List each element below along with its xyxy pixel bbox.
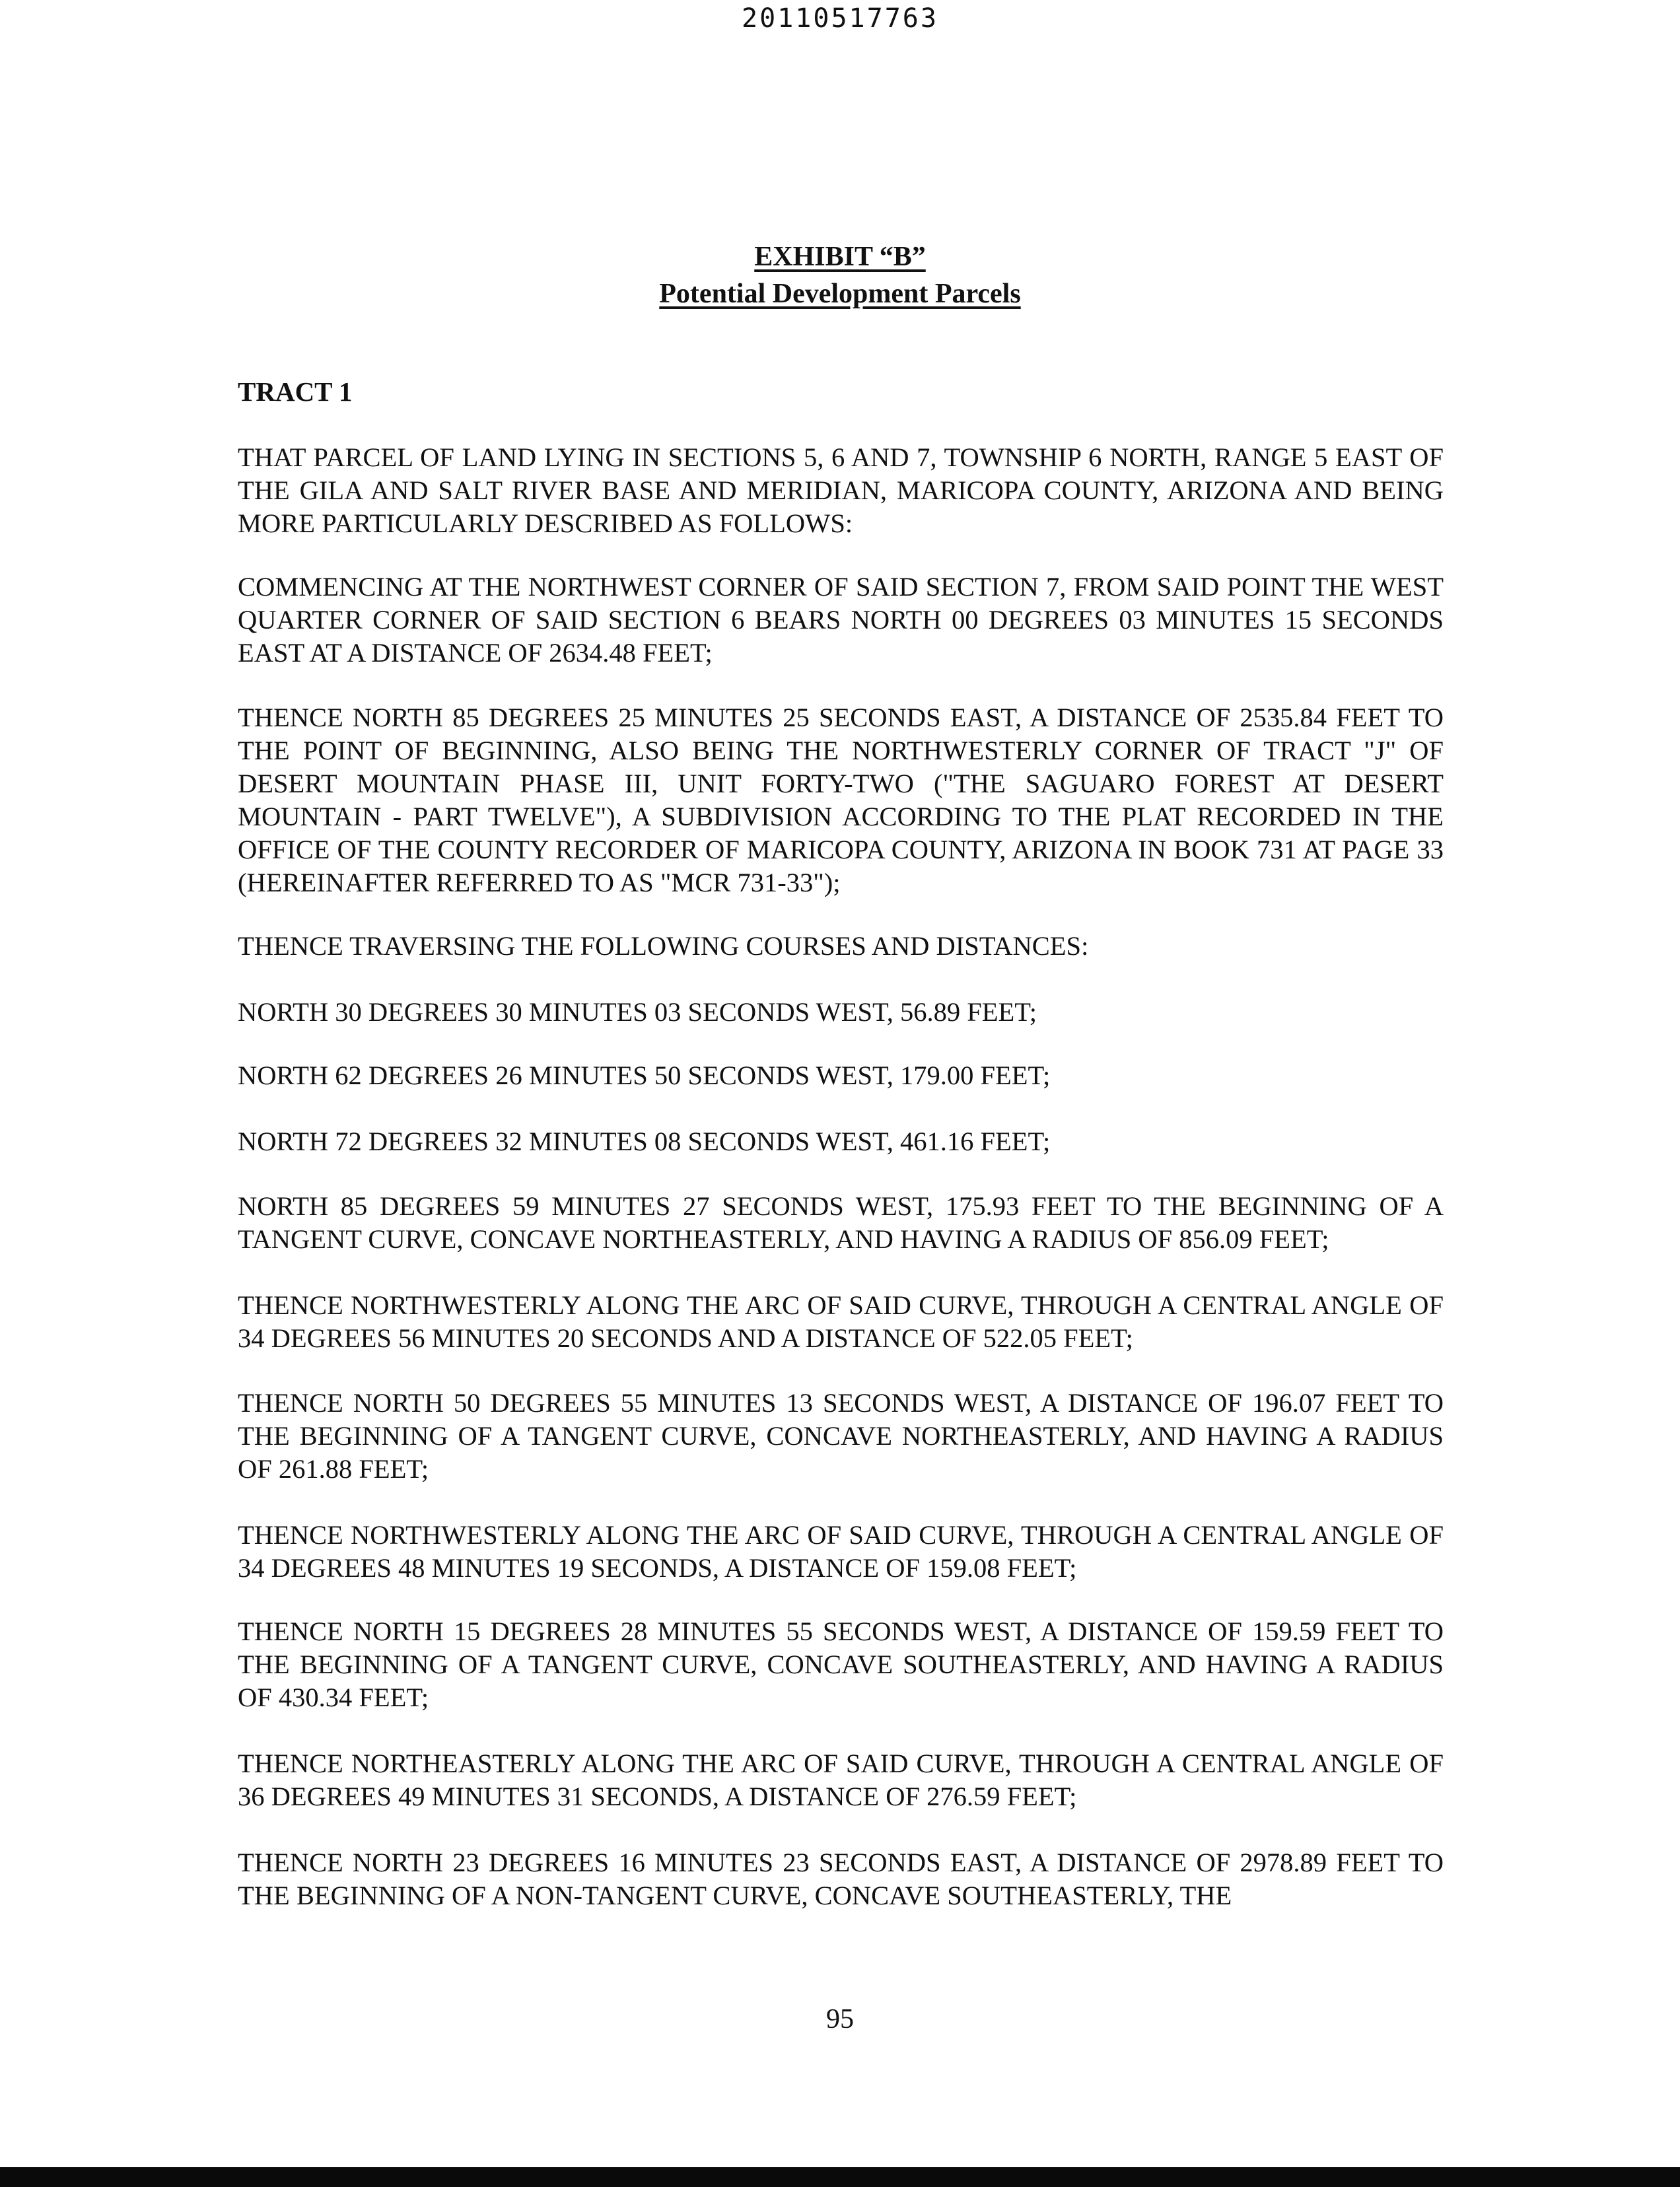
legal-description-paragraph: THENCE NORTHWESTERLY ALONG THE ARC OF SAID CURVE, THROUGH A CENTRAL ANGLE OF 34 DEGREES 48 MINUTES 19 SECONDS, A DISTANCE OF 159.08 FEET;: [238, 1520, 1444, 1583]
legal-description-paragraph: THENCE NORTH 23 DEGREES 16 MINUTES 23 SECONDS EAST, A DISTANCE OF 2978.89 FEET TO THE BEGINNING OF A NON-TANGENT CURVE, CONCAVE SOUTHEASTERLY, THE: [238, 1848, 1444, 1910]
legal-description-paragraph: NORTH 85 DEGREES 59 MINUTES 27 SECONDS WEST, 175.93 FEET TO THE BEGINNING OF A TANGENT CURVE, CONCAVE NORTHEASTERLY, AND HAVING A RADIUS OF 856.09 FEET;: [238, 1191, 1444, 1254]
legal-description-paragraph: THENCE TRAVERSING THE FOLLOWING COURSES AND DISTANCES:: [238, 931, 1089, 961]
page-number: 95: [826, 2004, 854, 2034]
exhibit-subtitle: Potential Development Parcels: [659, 279, 1021, 309]
tract-heading: TRACT 1: [238, 376, 353, 407]
legal-description-paragraph: THENCE NORTHEASTERLY ALONG THE ARC OF SAID CURVE, THROUGH A CENTRAL ANGLE OF 36 DEGREES 49 MINUTES 31 SECONDS, A DISTANCE OF 276.59 FEET;: [238, 1749, 1444, 1811]
legal-description-paragraph: THENCE NORTHWESTERLY ALONG THE ARC OF SAID CURVE, THROUGH A CENTRAL ANGLE OF 34 DEGREES 56 MINUTES 20 SECONDS AND A DISTANCE OF 522.05 FEET;: [238, 1290, 1444, 1353]
legal-description-paragraph: COMMENCING AT THE NORTHWEST CORNER OF SAID SECTION 7, FROM SAID POINT THE WEST QUARTER CORNER OF SAID SECTION 6 BEARS NORTH 00 DEGREES 03 MINUTES 15 SECONDS EAST AT A DISTANCE OF 2634.48 FEET;: [238, 572, 1444, 668]
legal-description-paragraph: THENCE NORTH 50 DEGREES 55 MINUTES 13 SECONDS WEST, A DISTANCE OF 196.07 FEET TO THE BEGINNING OF A TANGENT CURVE, CONCAVE NORTHEASTERLY, AND HAVING A RADIUS OF 261.88 FEET;: [238, 1388, 1444, 1484]
course-line: NORTH 62 DEGREES 26 MINUTES 50 SECONDS WEST, 179.00 FEET;: [238, 1060, 1051, 1090]
scan-bottom-border: [0, 2167, 1680, 2187]
legal-description-paragraph: THENCE NORTH 15 DEGREES 28 MINUTES 55 SECONDS WEST, A DISTANCE OF 159.59 FEET TO THE BEGINNING OF A TANGENT CURVE, CONCAVE SOUTHEASTERLY, AND HAVING A RADIUS OF 430.34 FEET;: [238, 1616, 1444, 1712]
legal-description-paragraph: THENCE NORTH 85 DEGREES 25 MINUTES 25 SECONDS EAST, A DISTANCE OF 2535.84 FEET TO THE POINT OF BEGINNING, ALSO BEING THE NORTHWESTERLY CORNER OF TRACT "J" OF DESERT MOUNTAIN PHASE III, UNIT FORTY-TWO ("THE SAGUARO FOREST AT DESERT MOUNTAIN - PART TWELVE"), A SUBDIVISION ACCORDING TO THE PLAT RECORDED IN THE OFFICE OF THE COUNTY RECORDER OF MARICOPA COUNTY, ARIZONA IN BOOK 731 AT PAGE 33 (HEREINAFTER REFERRED TO AS "MCR 731-33");: [238, 703, 1444, 897]
course-line: NORTH 30 DEGREES 30 MINUTES 03 SECONDS WEST, 56.89 FEET;: [238, 997, 1037, 1027]
recording-number: 20110517763: [742, 3, 938, 34]
course-line: NORTH 72 DEGREES 32 MINUTES 08 SECONDS WEST, 461.16 FEET;: [238, 1127, 1051, 1156]
legal-description-paragraph: THAT PARCEL OF LAND LYING IN SECTIONS 5, 6 AND 7, TOWNSHIP 6 NORTH, RANGE 5 EAST OF THE GILA AND SALT RIVER BASE AND MERIDIAN, MARICOPA COUNTY, ARIZONA AND BEING MORE PARTICULARLY DESCRIBED AS FOLLOWS:: [238, 442, 1444, 538]
exhibit-title: EXHIBIT “B”: [754, 242, 926, 272]
